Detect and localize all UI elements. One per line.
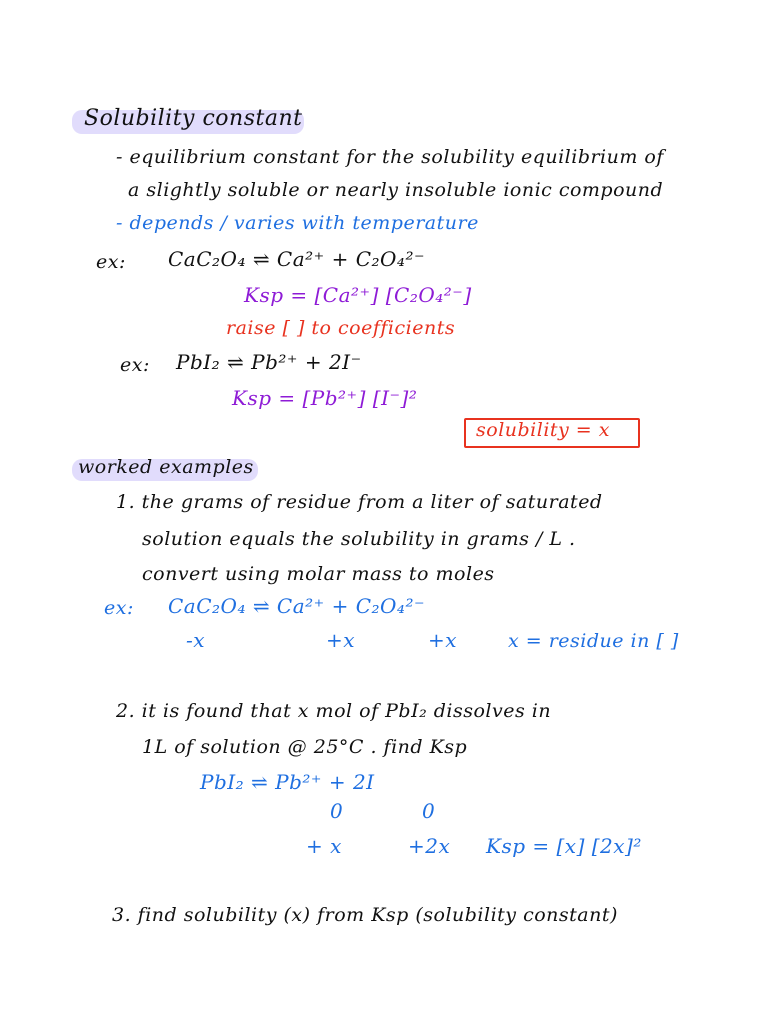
item-3-line-1: 3. find solubility (x) from Ksp (solubility constant) <box>112 904 618 926</box>
solubility-box-label: solubility = x <box>476 419 610 441</box>
example-2-ksp: Ksp = [Pb²⁺] [I⁻]² <box>232 386 418 410</box>
item-2-ksp: Ksp = [x] [2x]² <box>486 834 642 858</box>
example-1-label: ex: <box>96 251 126 273</box>
item-1-line-3: convert using molar mass to moles <box>142 563 495 585</box>
item-1-line-2: solution equals the solubility in grams / L . <box>142 528 576 550</box>
worked-examples-heading: worked examples <box>78 456 254 478</box>
item-1-line-1: 1. the grams of residue from a liter of saturated <box>116 491 603 513</box>
item-1-residue-note: x = residue in [ ] <box>508 630 679 652</box>
item-1-change-reactant: -x <box>186 628 206 652</box>
item-2-initial-anion: 0 <box>422 799 436 823</box>
definition-line-1: - equilibrium constant for the solubility equilibrium of <box>116 146 664 168</box>
item-2-change-cation: + x <box>306 834 342 858</box>
item-2-change-anion: +2x <box>408 834 451 858</box>
item-2-equation: PbI₂ ⇌ Pb²⁺ + 2I <box>200 770 375 794</box>
temperature-note: - depends / varies with temperature <box>116 212 479 234</box>
example-1-equation: CaC₂O₄ ⇌ Ca²⁺ + C₂O₄²⁻ <box>168 247 426 271</box>
coefficient-note: raise [ ] to coefficients <box>226 317 456 339</box>
example-2-label: ex: <box>120 354 150 376</box>
item-1-example-label: ex: <box>104 597 134 619</box>
example-2-equation: PbI₂ ⇌ Pb²⁺ + 2I⁻ <box>176 350 362 374</box>
item-2-line-1: 2. it is found that x mol of PbI₂ dissolves in <box>116 700 552 722</box>
item-2-initial-cation: 0 <box>330 799 344 823</box>
item-1-equation: CaC₂O₄ ⇌ Ca²⁺ + C₂O₄²⁻ <box>168 594 426 618</box>
item-2-line-2: 1L of solution @ 25°C . find Ksp <box>142 736 468 758</box>
item-1-change-anion: +x <box>428 628 458 652</box>
page-title: Solubility constant <box>84 106 303 131</box>
example-1-ksp: Ksp = [Ca²⁺] [C₂O₄²⁻] <box>244 283 472 307</box>
item-1-change-cation: +x <box>326 628 356 652</box>
definition-line-2: a slightly soluble or nearly insoluble ionic compound <box>128 179 664 201</box>
